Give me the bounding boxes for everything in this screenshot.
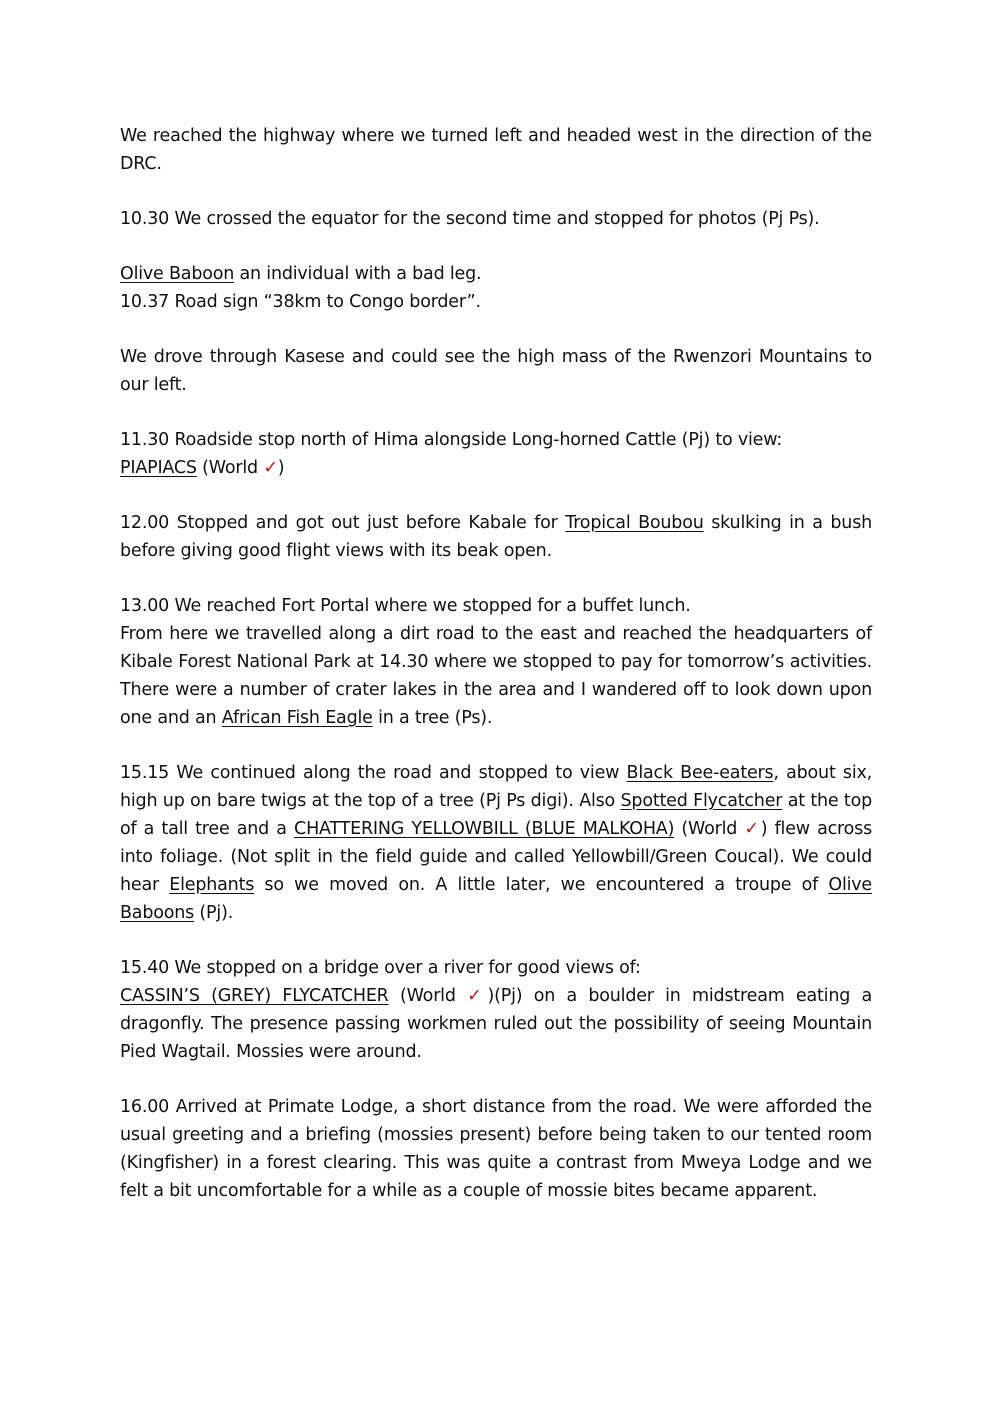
check-icon: ✓ [467,986,488,1006]
p8-a: 15.15 We continued along the road and stopped to view [120,763,627,783]
paragraph-kasese: We drove through Kasese and could see the high mass of the Rwenzori Mountains to our left. [120,347,872,395]
cassins-post: )(Pj) on a boulder in midstream eating a dragonfly. The presence passing workmen ruled out the possibility of seeing Mountain Pied Wagtail. Mossies were around. [120,986,872,1062]
p8-f: so we moved on. A little later, we encountered a troupe of [254,875,829,895]
baboon-note: an individual with a bad leg. [234,264,482,284]
p8-d: (World [674,819,745,839]
species-olive-baboon: Olive Baboon [120,264,235,284]
check-icon: ✓ [263,458,278,478]
species-african-fish-eagle: African Fish Eagle [221,708,373,728]
bridge-line: 15.40 We stopped on a bridge over a river for good views of: [120,958,641,978]
paragraph-fort-portal [120,592,872,732]
p8-g: (Pj). [194,903,234,923]
species-spotted-flycatcher: Spotted Flycatcher [620,791,783,811]
paragraph-equator: 10.30 We crossed the equator for the second time and stopped for photos (Pj Ps). [120,209,820,229]
paragraph-piapiacs [120,426,872,482]
paragraph-bee-eaters [120,759,872,927]
paragraph-baboon [120,260,872,316]
world-label: (World [196,458,264,478]
document-page [120,122,872,1232]
road-sign-line: 10.37 Road sign “38km to Congo border”. [120,292,481,312]
cassins-text [120,982,872,1066]
species-black-bee-eaters: Black Bee-eaters [626,763,774,783]
lunch-line: 13.00 We reached Fort Portal where we stopped for a buffet lunch. [120,596,691,616]
baboon-line [120,260,872,288]
hima-stop-line: 11.30 Roadside stop north of Hima alongside Long-horned Cattle (Pj) to view: [120,430,783,450]
p8-b: , about six, high up on bare twigs at the top of a tree (Pj Ps digi). Also [120,763,872,811]
p8-e: ) flew across into foliage. (Not split in the field guide and called Yellowbill/Green Coucal). We could hear [120,819,873,895]
paragraph-primate-lodge: 16.00 Arrived at Primate Lodge, a short distance from the road. We were afforded the usual greeting and a briefing (mossies present) before being taken to our tented room (Kingfisher) in a forest clearing. This was quite a contrast from Mweya Lodge and we felt a bit uncomfortable for a while as a couple of mossie bites became apparent. [120,1097,872,1201]
species-elephants: Elephants [169,875,255,895]
kibale-post: in a tree (Ps). [372,708,493,728]
species-cassins-flycatcher: CASSIN’S (GREY) FLYCATCHER [120,986,389,1006]
kibale-text [120,620,872,732]
boubou-pre: 12.00 Stopped and got out just before Kabale for [120,513,566,533]
check-icon: ✓ [744,819,761,839]
species-tropical-boubou: Tropical Boubou [565,513,704,533]
paragraph-highway: We reached the highway where we turned left and headed west in the direction of the DRC. [120,126,872,174]
close-paren: ) [277,458,285,478]
species-chattering-yellowbill: CHATTERING YELLOWBILL (BLUE MALKOHA) [294,819,675,839]
p8-c: at the top of a tall tree and a [120,791,872,839]
species-olive-baboons: Olive Baboons [120,875,872,923]
boubou-post: skulking in a bush before giving good flight views with its beak open. [120,513,873,561]
world-label: (World [388,986,468,1006]
species-piapiacs: PIAPIACS [120,458,197,478]
kibale-pre: From here we travelled along a dirt road to the east and reached the headquarters of Kibale Forest National Park at 14.30 where we stopped to pay for tomorrow’s activities. There were a number of crater lakes in the area and I wandered off to look down upon one and an [120,624,872,728]
paragraph-cassins [120,954,872,1066]
paragraph-boubou [120,509,872,565]
piapiacs-line [120,454,872,482]
